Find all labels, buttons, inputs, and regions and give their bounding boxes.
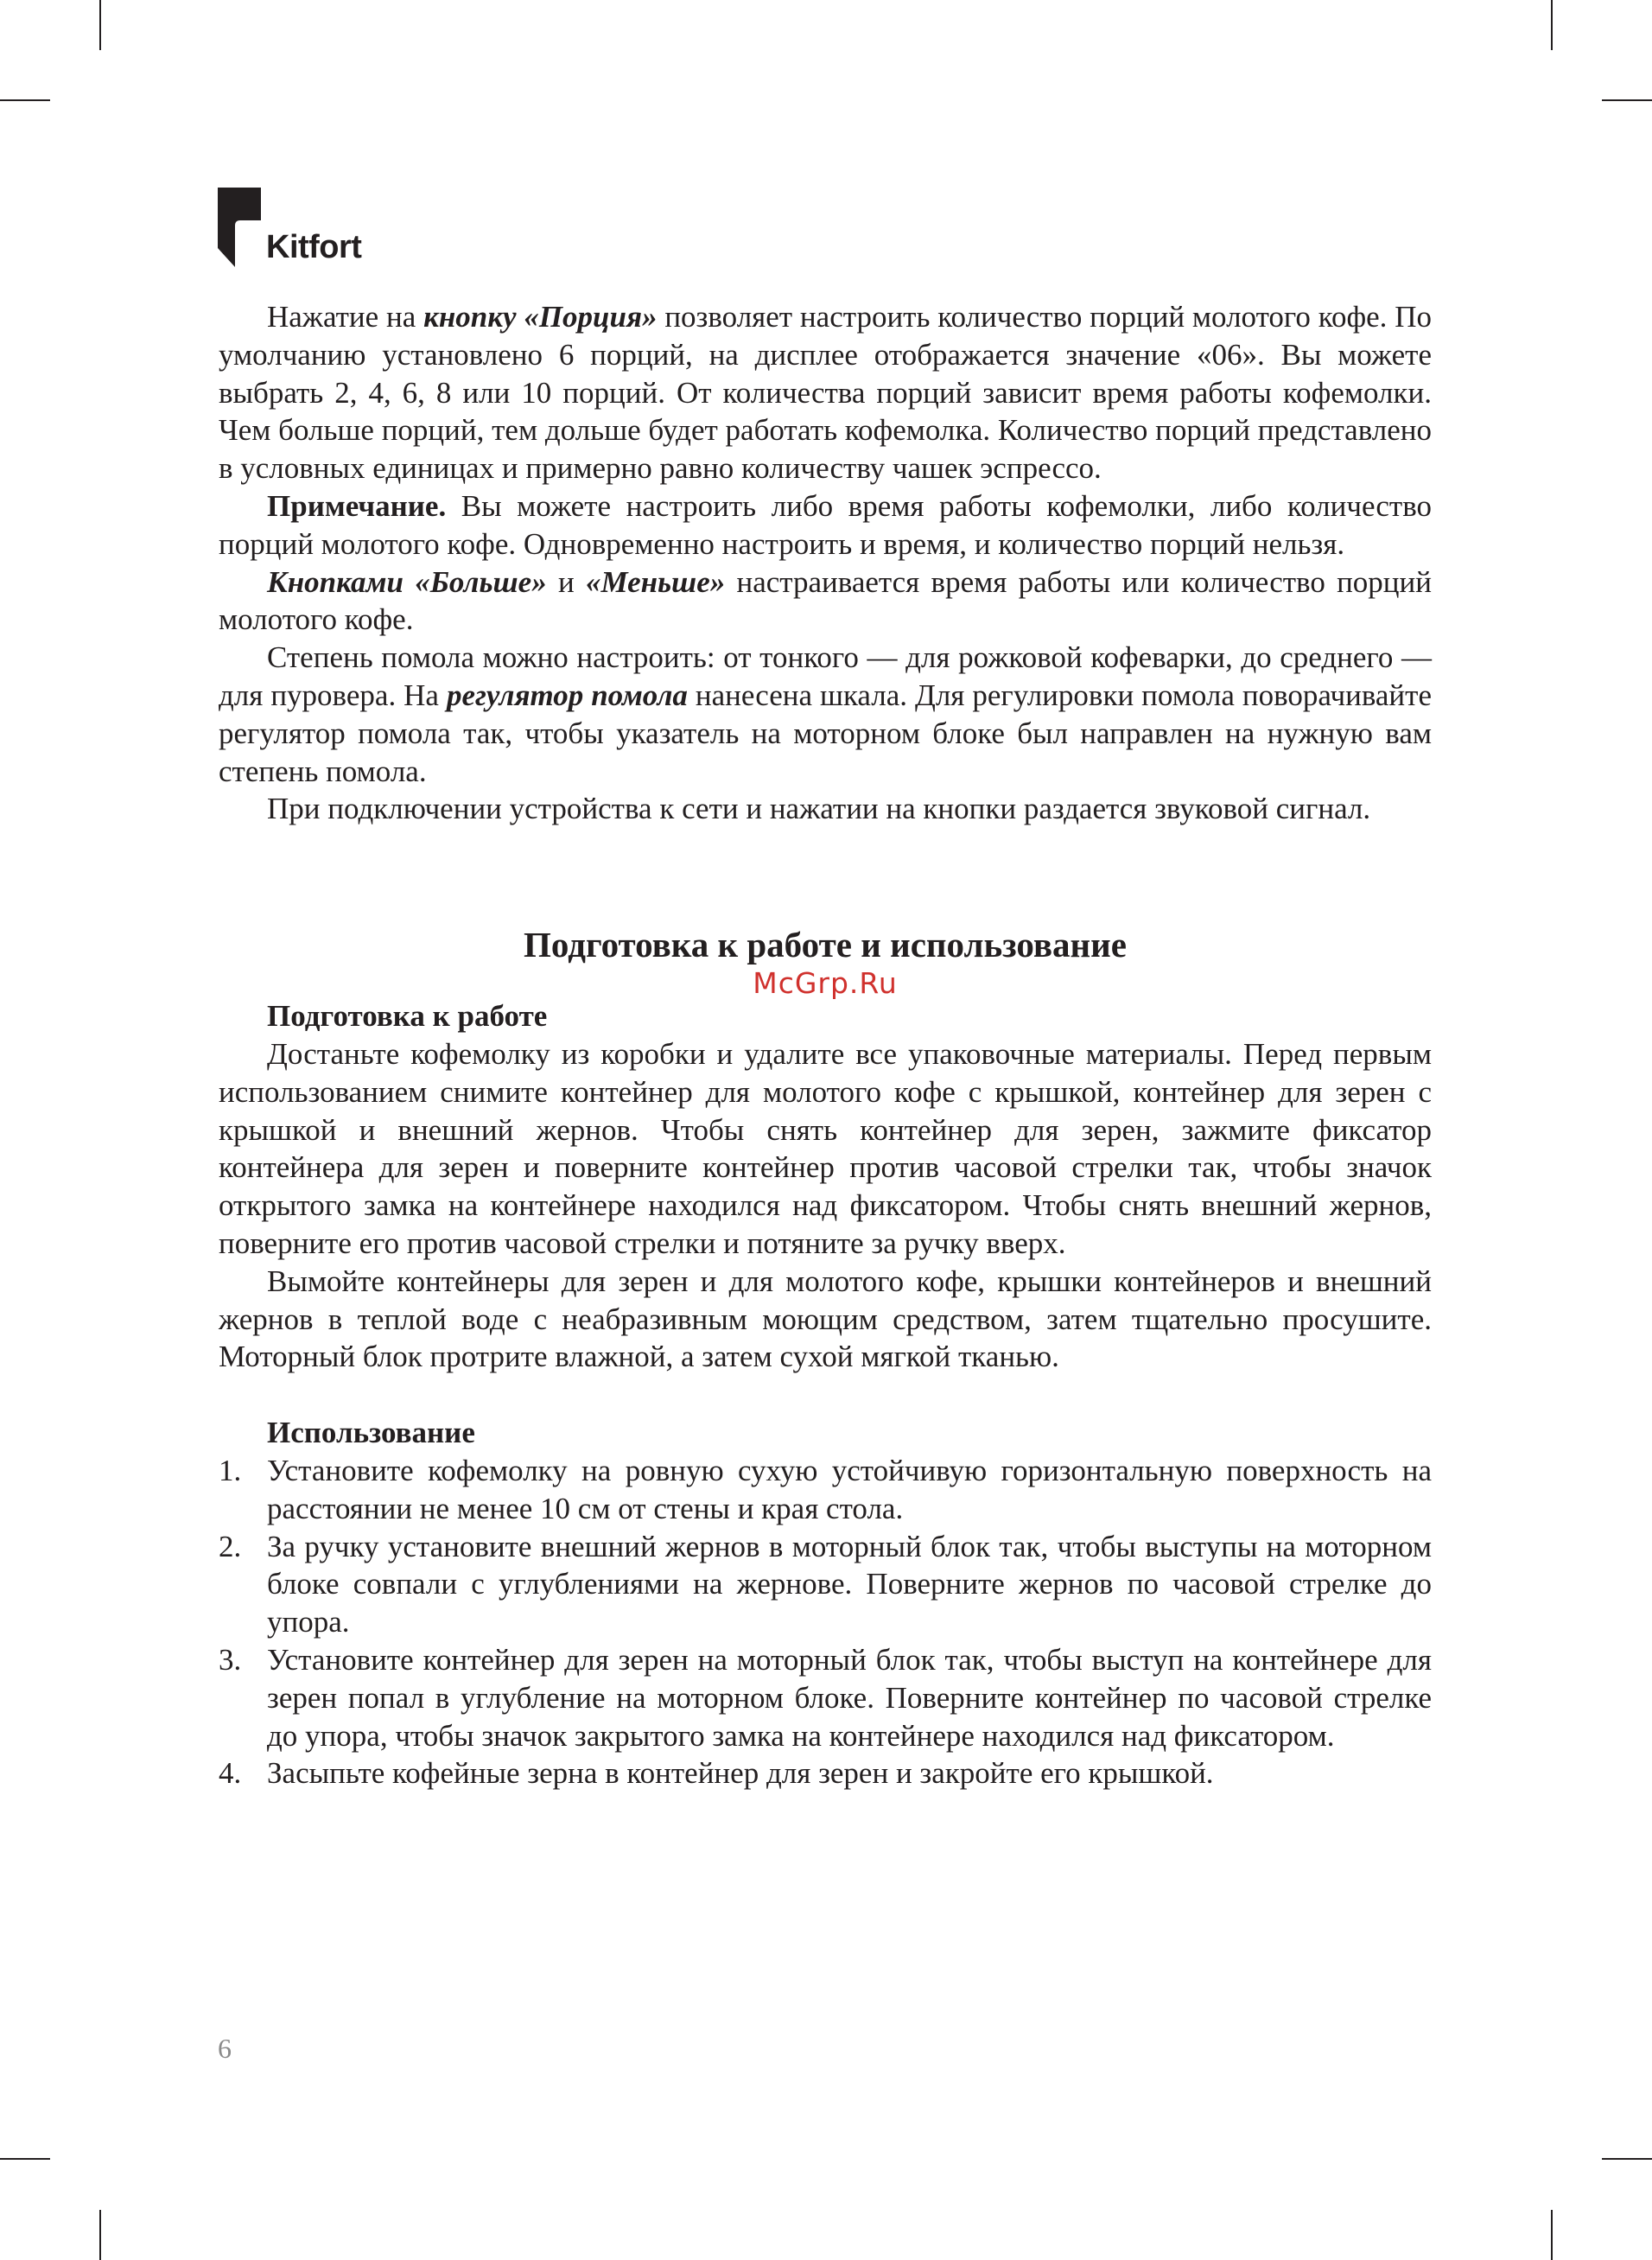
subsection-title-preparation: Подготовка к работе [267,999,548,1034]
kitfort-logo-icon [218,188,261,267]
list-item: 3. Установите контейнер для зерен на моторный блок так, чтобы выступ на контейнере для зерен попал в углубление на моторном блоке. Поверните контейнер по часовой стрелке до упора, чтобы значок закрытого замка на контейнере находился над фиксатором. [219,1642,1432,1753]
page-number: 6 [218,2033,232,2064]
usage-steps-list [219,1452,1432,1792]
paragraph-note: Примечание. Вы можете настроить либо время работы кофемолки, либо количество порций молотого кофе. Одновременно настроить и время, и количество порций нельзя. [219,488,1432,561]
crop-mark-bottom-left-horizontal [0,2158,50,2160]
document-body [219,298,1432,1792]
brand-name: Kitfort [266,229,362,265]
list-item: 2. За ручку установите внешний жернов в моторный блок так, чтобы выступы на моторном блоке совпали с углублениями на жернове. Поверните жернов по часовой стрелке до упора. [219,1529,1432,1639]
more-button-label: Кнопками «Больше» [267,564,547,599]
subsection-title-usage: Использование [267,1416,475,1450]
note-label: Примечание. [267,488,447,523]
crop-mark-top-right-horizontal [1602,99,1652,101]
paragraph-sound-signal: При подключении устройства к сети и нажатии на кнопки раздается звуковой сигнал. [267,792,1371,826]
crop-mark-top-left-vertical [99,0,101,50]
crop-mark-top-right-vertical [1551,0,1553,50]
crop-mark-bottom-right-vertical [1551,2210,1553,2260]
brand-logo [218,188,391,274]
paragraph-grind-level: Степень помола можно настроить: от тонкого — для рожковой кофеварки, до среднего — для пуровера. На регулятор помола нанесена шкала. Для регулировки помола поворачивайте регулятор помола так, чтобы указатель на моторном блоке был направлен на нужную вам степень помола. [219,640,1432,788]
watermark: McGrp.Ru [753,966,898,1001]
paragraph-more-less-buttons: Кнопками «Больше» и «Меньше» настраивается время работы или количество порций молотого кофе. [219,564,1432,637]
crop-mark-top-left-horizontal [0,99,50,101]
less-button-label: «Меньше» [585,564,726,599]
paragraph-preparation-1: Достаньте кофемолку из коробки и удалите все упаковочные материалы. Перед первым использованием снимите контейнер для молотого кофе с крышкой, контейнер для зерен с крышкой и внешний жернов. Чтобы снять контейнер для зерен, зажмите фиксатор контейнера для зерен и поверните контейнер против часовой стрелки так, чтобы значок открытого замка на контейнере находился над фиксатором. Чтобы снять внешний жернов, поверните его против часовой стрелки и потяните за ручку вверх. [219,1036,1432,1260]
crop-mark-bottom-right-horizontal [1602,2158,1652,2160]
crop-mark-bottom-left-vertical [99,2210,101,2260]
portion-button-label: кнопку «Порция» [423,300,658,334]
grind-regulator-label: регулятор помола [446,678,688,712]
list-item: 4. Засыпьте кофейные зерна в контейнер для зерен и закройте его крышкой. [219,1756,1214,1791]
list-item: 1. Установите кофемолку на ровную сухую устойчивую горизонтальную поверхность на расстоянии не менее 10 см от стены и края стола. [219,1453,1432,1525]
paragraph-preparation-2: Вымойте контейнеры для зерен и для молотого кофе, крышки контейнеров и внешний жернов в теплой воде с неабразивным моющим средством, затем тщательно просушите. Моторный блок протрите влажной, а затем сухой мягкой тканью. [219,1264,1432,1374]
section-title: Подготовка к работе и использование [524,925,1127,965]
paragraph-portion-button: Нажатие на кнопку «Порция» позволяет настроить количество порций молотого кофе. По умолчанию установлено 6 порций, на дисплее отображается значение «06». Вы можете выбрать 2, 4, 6, 8 или 10 порций. От количества порций зависит время работы кофемолки. Чем больше порций, тем дольше будет работать кофемолка. Количество порций представлено в условных единицах и примерно равно количеству чашек эспрессо. [219,300,1432,486]
